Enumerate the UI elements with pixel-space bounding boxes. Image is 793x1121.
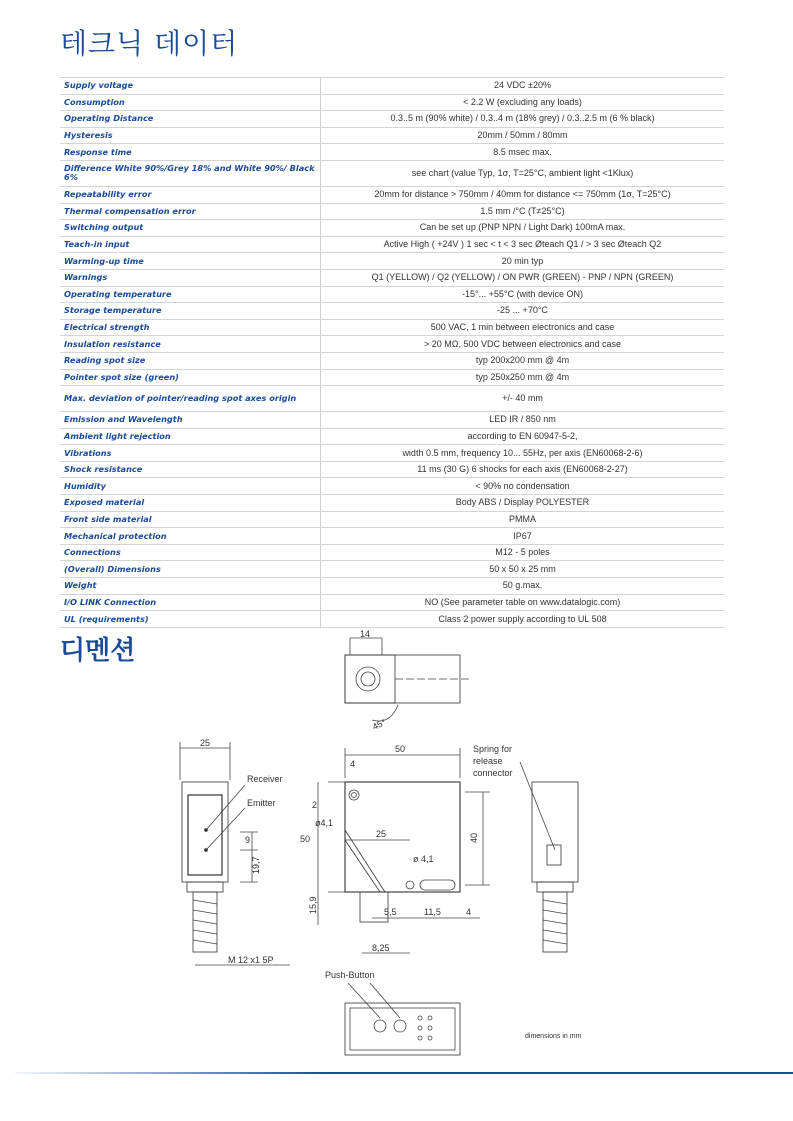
spring-label-2: release	[473, 756, 503, 766]
spec-value: according to EN 60947-5-2,	[321, 428, 725, 445]
spec-value: > 20 MΩ, 500 VDC between electronics and case	[321, 336, 725, 353]
spec-row	[60, 594, 724, 611]
spec-value: Can be set up (PNP NPN / Light Dark) 100mA max.	[321, 220, 725, 237]
front-height-label: 50	[300, 834, 311, 844]
spec-label: Teach-in input	[60, 236, 321, 253]
spec-row	[60, 561, 724, 578]
spec-label: Repeatability error	[60, 186, 321, 203]
spec-row	[60, 286, 724, 303]
spec-value: typ 200x200 mm @ 4m	[321, 352, 725, 369]
spec-value: width 0.5 mm, frequency 10... 55Hz, per axis (EN60068-2-6)	[321, 445, 725, 462]
dim-4b-label: 4	[466, 907, 472, 917]
spec-row	[60, 220, 724, 237]
rear-view	[473, 744, 578, 952]
spec-row	[60, 78, 724, 95]
spec-value: see chart (value Typ, 1σ, T=25°C, ambient light <1Klux)	[321, 160, 725, 186]
bottom-view	[325, 970, 582, 1055]
spec-row	[60, 336, 724, 353]
page-title: 테크닉 데이터	[60, 27, 239, 60]
spec-label: Front side material	[60, 511, 321, 528]
spec-value: 20mm / 50mm / 80mm	[321, 127, 725, 144]
spec-row	[60, 111, 724, 128]
spec-label: Electrical strength	[60, 319, 321, 336]
footer-rule	[15, 1072, 793, 1074]
spec-label: Storage temperature	[60, 303, 321, 320]
dim-4-label: 4	[350, 759, 356, 769]
spec-label: Reading spot size	[60, 352, 321, 369]
spec-row	[60, 144, 724, 161]
spec-value: Active High ( +24V ) 1 sec < t < 3 sec Øteach Q1 / > 3 sec Øteach Q2	[321, 236, 725, 253]
spec-row	[60, 203, 724, 220]
thread-label: M 12 x1 5P	[228, 955, 274, 965]
spec-label: Mechanical protection	[60, 528, 321, 545]
spec-label: Operating Distance	[60, 111, 321, 128]
dim-8-25-label: 8,25	[372, 943, 390, 953]
spec-label: Operating temperature	[60, 286, 321, 303]
spec-row	[60, 94, 724, 111]
dim-11-5-label: 11,5	[424, 907, 441, 917]
top-view	[345, 629, 470, 732]
spec-label: Connections	[60, 544, 321, 561]
spec-value: Body ABS / Display POLYESTER	[321, 495, 725, 512]
spec-label: Emission and Wavelength	[60, 412, 321, 429]
spec-row	[60, 544, 724, 561]
receiver-label: Receiver	[247, 774, 283, 784]
spec-value: 1.5 mm /°C (T≠25°C)	[321, 203, 725, 220]
spec-row	[60, 127, 724, 144]
spec-value: 20mm for distance > 750mm / 40mm for distance <= 750mm (1σ, T=25°C)	[321, 186, 725, 203]
emitter-label: Emitter	[247, 798, 276, 808]
spec-row	[60, 303, 724, 320]
spec-value: 50 g.max.	[321, 578, 725, 595]
spec-value: < 2.2 W (excluding any loads)	[321, 94, 725, 111]
spec-value: 0.3..5 m (90% white) / 0.3..4 m (18% grey) / 0.3..2.5 m (6 % black)	[321, 111, 725, 128]
spec-row	[60, 369, 724, 386]
spec-value: Q1 (YELLOW) / Q2 (YELLOW) / ON PWR (GREEN) - PNP / NPN (GREEN)	[321, 269, 725, 286]
hole-label: ø4,1	[315, 818, 334, 828]
spec-row	[60, 445, 724, 462]
dim-15-9-label: 15,9	[308, 896, 318, 914]
dim-9-label: 9	[245, 835, 251, 845]
spec-label: Shock resistance	[60, 461, 321, 478]
spec-value: 24 VDC ±20%	[321, 78, 725, 95]
spec-label: Hysteresis	[60, 127, 321, 144]
spec-row	[60, 319, 724, 336]
front-width-label: 50	[395, 744, 406, 754]
dim-2-label: 2	[312, 800, 318, 810]
units-label: dimensions in mm	[525, 1033, 582, 1040]
spring-label-3: connector	[473, 768, 513, 778]
spec-value: Class 2 power supply according to UL 508	[321, 611, 725, 628]
spec-label: Warming-up time	[60, 253, 321, 270]
spec-label: Weight	[60, 578, 321, 595]
spec-label: Max. deviation of pointer/reading spot axes origin	[60, 386, 321, 412]
spec-row	[60, 253, 724, 270]
spec-row	[60, 236, 724, 253]
spec-value: 500 VAC, 1 min between electronics and case	[321, 319, 725, 336]
spec-label: UL (requirements)	[60, 611, 321, 628]
spec-value: 20 min typ	[321, 253, 725, 270]
spec-value: +/- 40 mm	[321, 386, 725, 412]
spec-table	[60, 77, 724, 628]
spec-value: 11 ms (30 G) 6 shocks for each axis (EN60068-2-27)	[321, 461, 725, 478]
spec-label: Pointer spot size (green)	[60, 369, 321, 386]
spec-row	[60, 495, 724, 512]
spec-label: Vibrations	[60, 445, 321, 462]
spec-value: M12 - 5 poles	[321, 544, 725, 561]
dim-25-label: 25	[376, 829, 387, 839]
side-width-label: 25	[200, 738, 211, 748]
spec-value: < 90% no condensation	[321, 478, 725, 495]
spec-label: Response time	[60, 144, 321, 161]
spec-value: IP67	[321, 528, 725, 545]
spec-value: -15°... +55°C (with device ON)	[321, 286, 725, 303]
spec-row	[60, 160, 724, 186]
spec-row	[60, 352, 724, 369]
spec-row	[60, 578, 724, 595]
top-dim-label: 14	[360, 629, 371, 639]
front-view	[300, 744, 490, 953]
spec-label: Difference White 90%/Grey 18% and White 90%/ Black 6%	[60, 160, 321, 186]
spec-row	[60, 511, 724, 528]
spec-label: Thermal compensation error	[60, 203, 321, 220]
angle-label: 45°	[370, 717, 388, 732]
dimension-drawing	[160, 625, 610, 1065]
spec-row	[60, 186, 724, 203]
spec-label: Supply voltage	[60, 78, 321, 95]
dimensions-title: 디멘션	[60, 636, 136, 666]
dim-5-5-label: 5,5	[384, 907, 397, 917]
spec-value: PMMA	[321, 511, 725, 528]
spec-value: typ 250x250 mm @ 4m	[321, 369, 725, 386]
spec-value: LED IR / 850 nm	[321, 412, 725, 429]
spec-label: Exposed material	[60, 495, 321, 512]
spec-label: Insulation resistance	[60, 336, 321, 353]
hole2-label: ø 4,1	[413, 854, 434, 864]
spec-label: I/O LINK Connection	[60, 594, 321, 611]
spec-value: -25 ... +70°C	[321, 303, 725, 320]
spec-value: 50 x 50 x 25 mm	[321, 561, 725, 578]
spec-label: Warnings	[60, 269, 321, 286]
spec-row	[60, 428, 724, 445]
spec-label: Ambient light rejection	[60, 428, 321, 445]
spec-label: (Overall) Dimensions	[60, 561, 321, 578]
spec-label: Humidity	[60, 478, 321, 495]
spec-value: NO (See parameter table on www.datalogic.com)	[321, 594, 725, 611]
spec-row	[60, 412, 724, 429]
spec-row	[60, 528, 724, 545]
push-button-label: Push-Button	[325, 970, 375, 980]
spec-value: 8.5 msec max.	[321, 144, 725, 161]
spec-row	[60, 461, 724, 478]
side-view	[180, 738, 290, 965]
spec-row	[60, 478, 724, 495]
spec-label: Switching output	[60, 220, 321, 237]
spec-label: Consumption	[60, 94, 321, 111]
spring-label: Spring for	[473, 744, 513, 754]
dim-19-7-label: 19,7	[251, 856, 261, 874]
spec-row	[60, 386, 724, 412]
dim-40-label: 40	[469, 832, 479, 843]
spec-row	[60, 269, 724, 286]
